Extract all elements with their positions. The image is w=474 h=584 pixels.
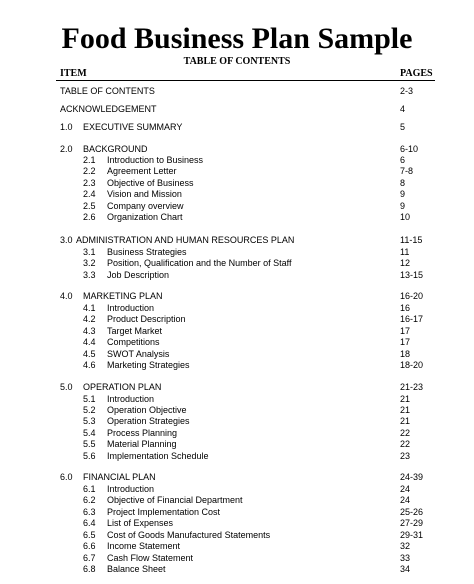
toc-entry-pages: 21 <box>400 405 411 415</box>
toc-entry-label: BACKGROUND <box>83 144 148 154</box>
toc-entry-label: Process Planning <box>107 428 178 438</box>
toc-entry-label: Introduction <box>107 303 155 313</box>
toc-entry-number: 4.0 <box>60 291 73 301</box>
toc-entry-number: 3.0 <box>60 235 73 245</box>
toc-subsection-row <box>0 415 474 427</box>
toc-entry-pages: 34 <box>400 564 411 574</box>
toc-entry-pages: 7-8 <box>400 166 414 176</box>
toc-entry-pages: 16-20 <box>400 291 424 301</box>
toc-entry-pages: 18-20 <box>400 360 424 370</box>
toc-entry-number: 5.6 <box>83 451 96 461</box>
toc-entry-number: 2.5 <box>83 201 96 211</box>
toc-subsection-row <box>0 438 474 450</box>
toc-entry-number: 2.4 <box>83 189 96 199</box>
toc-entry-number: 6.7 <box>83 553 96 563</box>
toc-entry-number: 6.5 <box>83 530 96 540</box>
toc-entry-number: 6.6 <box>83 541 96 551</box>
toc-entry-pages: 9 <box>400 201 406 211</box>
toc-entry-number: 2.3 <box>83 178 96 188</box>
toc-entry-label: Income Statement <box>107 541 181 551</box>
toc-entry-number: 5.0 <box>60 382 73 392</box>
toc-subsection-row <box>0 188 474 200</box>
toc-entry-pages: 27-29 <box>400 518 424 528</box>
toc-entry-number: 5.1 <box>83 394 96 404</box>
toc-entry-number: 5.4 <box>83 428 96 438</box>
toc-entry-pages: 8 <box>400 178 406 188</box>
toc-subsection-row <box>0 269 474 281</box>
toc-entry-label: Cost of Goods Manufactured Statements <box>107 530 271 540</box>
toc-entry-pages: 13-15 <box>400 270 424 280</box>
toc-entry-number: 5.3 <box>83 416 96 426</box>
toc-section-row <box>0 471 474 483</box>
toc-section-row <box>0 121 474 133</box>
toc-subsection-row <box>0 336 474 348</box>
toc-entry-pages: 10 <box>400 212 411 222</box>
toc-entry-pages: 22 <box>400 428 411 438</box>
toc-entry-label: Agreement Letter <box>107 166 177 176</box>
toc-entry-number: 3.1 <box>83 247 96 257</box>
toc-entry-label: Material Planning <box>107 439 177 449</box>
toc-entry-label: Product Description <box>107 314 186 324</box>
toc-entry-pages: 18 <box>400 349 411 359</box>
document-title: Food Business Plan Sample <box>61 22 413 55</box>
toc-entry-number: 6.8 <box>83 564 96 574</box>
toc-entry-pages: 12 <box>400 258 411 268</box>
toc-entry-number: 4.4 <box>83 337 96 347</box>
toc-entry-pages: 17 <box>400 326 411 336</box>
toc-entry-number: 4.3 <box>83 326 96 336</box>
toc-entry-pages: 9 <box>400 189 406 199</box>
toc-entry-pages: 6-10 <box>400 144 419 154</box>
toc-entry-label: Cash Flow Statement <box>107 553 194 563</box>
item-column-header: ITEM <box>60 68 87 79</box>
pages-column-header: PAGES <box>400 68 433 79</box>
toc-section-row <box>0 234 474 246</box>
toc-entry-pages: 11 <box>400 247 410 257</box>
toc-entry-label: Objective of Financial Department <box>107 495 243 505</box>
toc-entry-number: 4.6 <box>83 360 96 370</box>
toc-entry-number: 2.1 <box>83 155 96 165</box>
toc-subsection-row <box>0 540 474 552</box>
toc-subsection-row <box>0 257 474 269</box>
toc-entry-number: 4.2 <box>83 314 96 324</box>
toc-subsection-row <box>0 450 474 462</box>
toc-entry-label: Operation Objective <box>107 405 187 415</box>
toc-heading: TABLE OF CONTENTS <box>183 56 291 67</box>
toc-subsection-row <box>0 517 474 529</box>
toc-entry-label: Operation Strategies <box>107 416 190 426</box>
toc-entry-number: 4.5 <box>83 349 96 359</box>
toc-entry-label: OPERATION PLAN <box>83 382 162 392</box>
toc-entry-pages: 6 <box>400 155 406 165</box>
toc-entry-label: Introduction <box>107 484 155 494</box>
toc-entry-pages: 4 <box>400 104 406 114</box>
toc-entry-pages: 24 <box>400 484 411 494</box>
toc-entry-pages: 16-17 <box>400 314 424 324</box>
toc-subsection-row <box>0 359 474 371</box>
toc-entry-label: ADMINISTRATION AND HUMAN RESOURCES PLAN <box>76 235 295 245</box>
toc-entry-pages: 24-39 <box>400 472 424 482</box>
toc-entry-label: Target Market <box>107 326 163 336</box>
toc-entry-pages: 17 <box>400 337 411 347</box>
toc-entry-number: 5.2 <box>83 405 96 415</box>
toc-entry-label: Balance Sheet <box>107 564 166 574</box>
toc-entry-label: List of Expenses <box>107 518 174 528</box>
toc-entry-number: 1.0 <box>60 122 73 132</box>
toc-entry-number: 4.1 <box>83 303 96 313</box>
toc-entry-number: 6.1 <box>83 484 96 494</box>
toc-entry-label: Position, Qualification and the Number of Staff <box>107 258 292 268</box>
toc-entry-pages: 11-15 <box>400 235 423 245</box>
toc-entry-pages: 21-23 <box>400 382 424 392</box>
toc-subsection-row <box>0 494 474 506</box>
toc-entry-number: 3.2 <box>83 258 96 268</box>
toc-entry-number: 6.0 <box>60 472 73 482</box>
toc-subsection-row <box>0 313 474 325</box>
toc-entry-number: 2.2 <box>83 166 96 176</box>
toc-entry-label: Introduction to Business <box>107 155 204 165</box>
toc-entry-pages: 16 <box>400 303 411 313</box>
toc-entry-pages: 24 <box>400 495 411 505</box>
toc-entry-pages: 21 <box>400 416 411 426</box>
toc-entry-label: Job Description <box>107 270 170 280</box>
toc-entry-label: TABLE OF CONTENTS <box>60 86 155 96</box>
toc-entry-label: Business Strategies <box>107 247 187 257</box>
toc-entry-number: 6.3 <box>83 507 96 517</box>
toc-section-row <box>0 85 474 97</box>
toc-entry-label: Project Implementation Cost <box>107 507 221 517</box>
toc-entry-pages: 29-31 <box>400 530 424 540</box>
toc-entry-number: 6.2 <box>83 495 96 505</box>
toc-entry-label: ACKNOWLEDGEMENT <box>60 104 157 114</box>
toc-section-row <box>0 103 474 115</box>
toc-entry-label: Implementation Schedule <box>107 451 209 461</box>
toc-entry-number: 3.3 <box>83 270 96 280</box>
toc-section-row <box>0 381 474 393</box>
toc-entry-pages: 32 <box>400 541 411 551</box>
toc-entry-label: EXECUTIVE SUMMARY <box>83 122 183 132</box>
toc-entry-label: Objective of Business <box>107 178 194 188</box>
toc-subsection-row <box>0 563 474 575</box>
toc-entry-label: Competitions <box>107 337 160 347</box>
toc-entry-label: Organization Chart <box>107 212 183 222</box>
toc-entry-label: Company overview <box>107 201 184 211</box>
toc-section-row <box>0 290 474 302</box>
toc-entry-pages: 2-3 <box>400 86 414 96</box>
toc-entry-number: 2.0 <box>60 144 73 154</box>
toc-entry-pages: 23 <box>400 451 411 461</box>
toc-entry-label: MARKETING PLAN <box>83 291 163 301</box>
toc-subsection-row <box>0 211 474 223</box>
toc-entry-number: 2.6 <box>83 212 96 222</box>
toc-entry-label: Introduction <box>107 394 155 404</box>
toc-entry-label: Vision and Mission <box>107 189 182 199</box>
toc-entry-label: Marketing Strategies <box>107 360 190 370</box>
toc-entry-pages: 33 <box>400 553 411 563</box>
toc-subsection-row <box>0 165 474 177</box>
toc-entry-number: 5.5 <box>83 439 96 449</box>
toc-entry-pages: 5 <box>400 122 406 132</box>
toc-entry-label: FINANCIAL PLAN <box>83 472 156 482</box>
toc-entry-label: SWOT Analysis <box>107 349 170 359</box>
toc-entry-pages: 25-26 <box>400 507 424 517</box>
toc-entry-pages: 21 <box>400 394 411 404</box>
toc-entry-number: 6.4 <box>83 518 96 528</box>
toc-entry-pages: 22 <box>400 439 411 449</box>
